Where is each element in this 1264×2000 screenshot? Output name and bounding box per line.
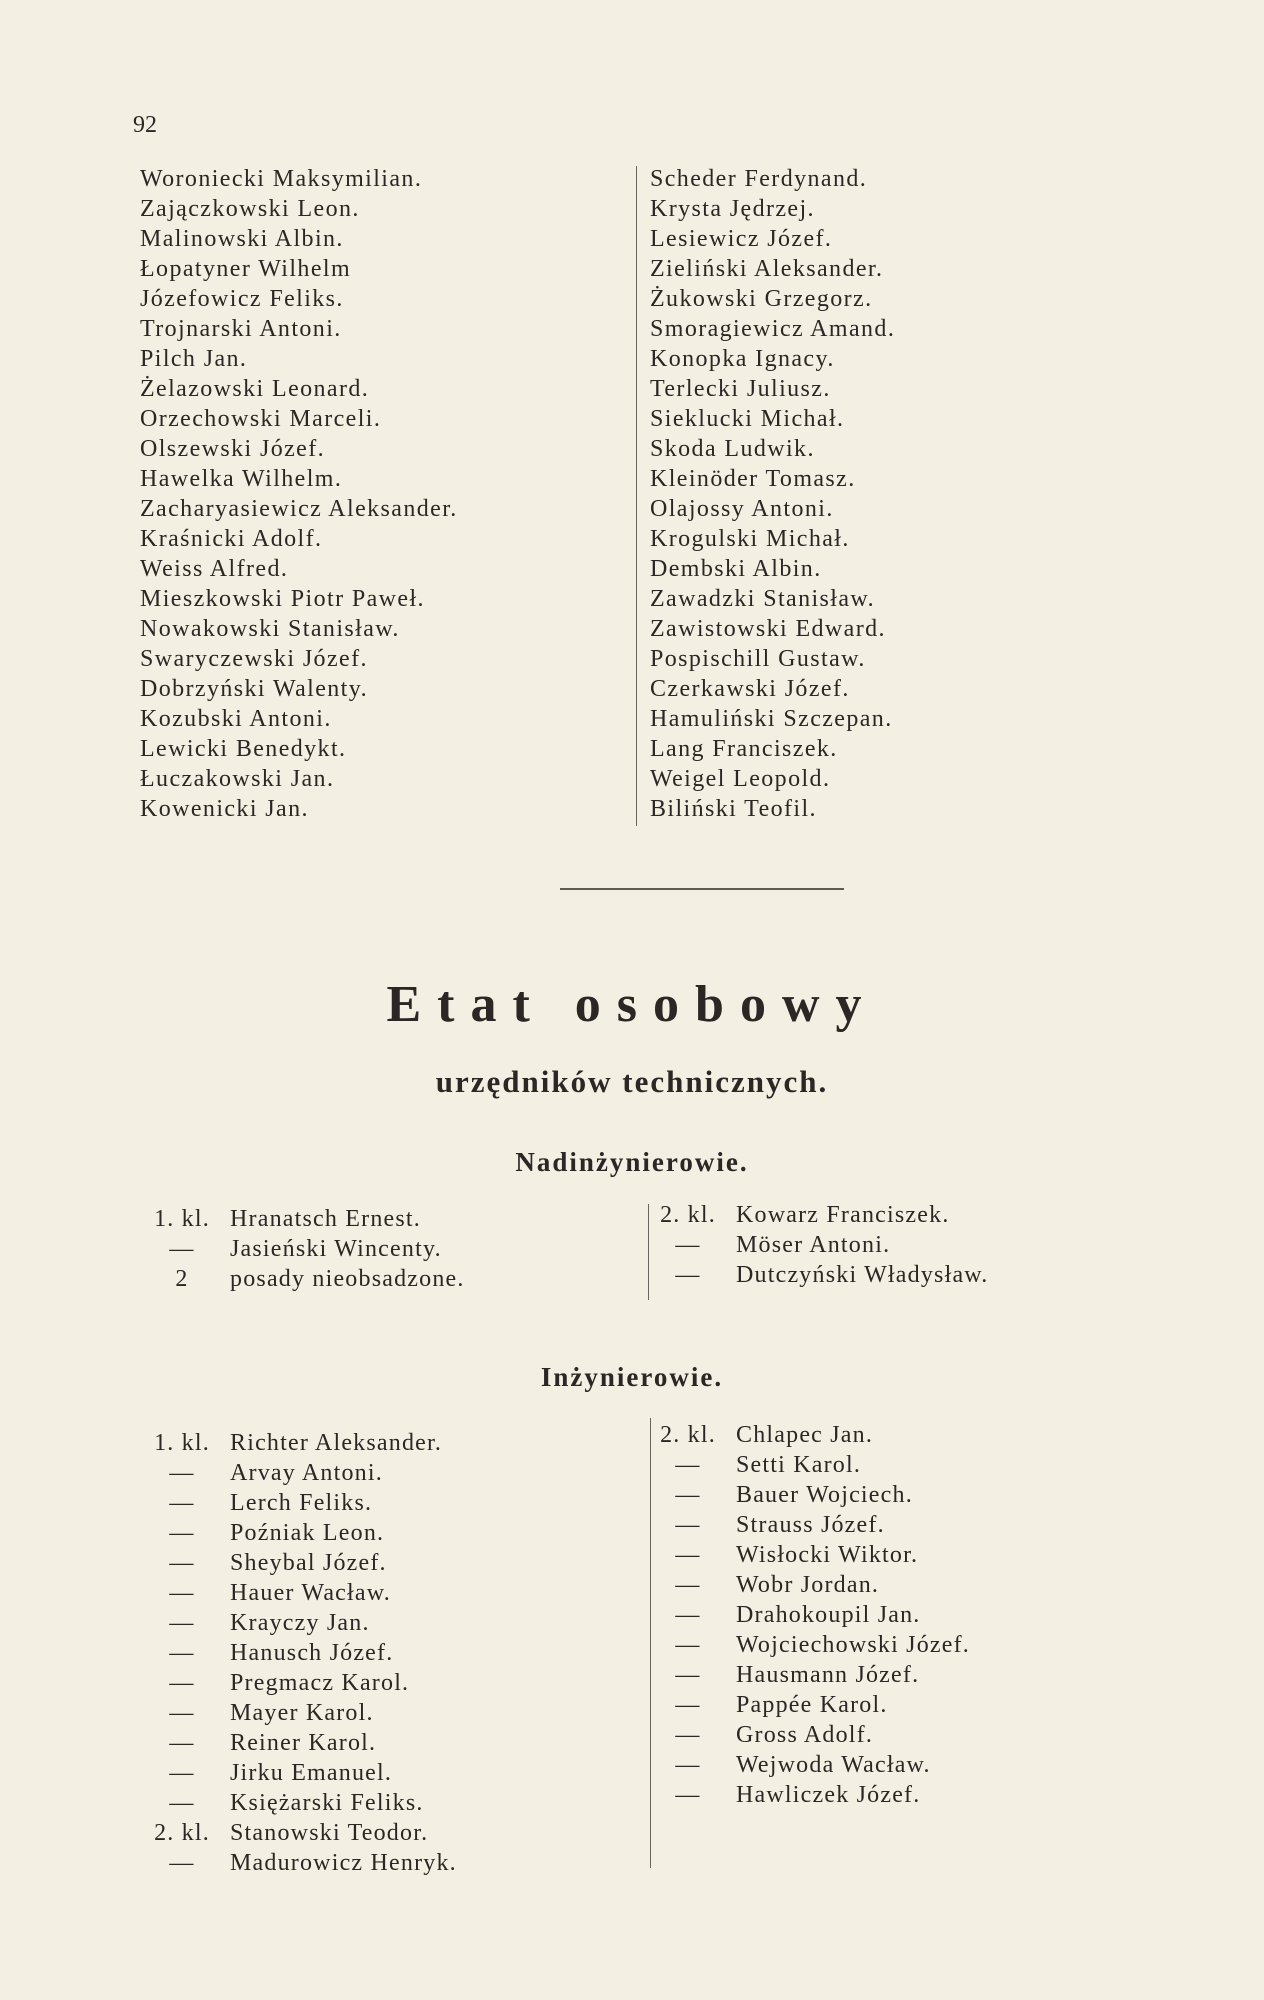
section-1-right-list [648, 1200, 1128, 1290]
person-name: Wisłocki Wiktor. [736, 1542, 919, 1568]
class-label: — [675, 1662, 701, 1688]
class-label: 2 [175, 1266, 189, 1292]
person-name: Hanusch Józef. [230, 1640, 394, 1666]
person-name: Hawliczek Józef. [736, 1782, 921, 1808]
list-item [142, 1698, 622, 1728]
class-label: — [675, 1722, 701, 1748]
list-item [142, 1788, 622, 1818]
class-label: — [675, 1632, 701, 1658]
class-label: — [169, 1550, 195, 1576]
class-label: — [169, 1520, 195, 1546]
person-name: Setti Karol. [736, 1452, 862, 1478]
list-item: Smoragiewicz Amand. [650, 316, 896, 342]
section-1-left-list [142, 1204, 622, 1294]
person-name: Pappée Karol. [736, 1692, 888, 1718]
list-item: Łuczakowski Jan. [140, 766, 335, 792]
class-label: — [169, 1790, 195, 1816]
class-label: — [169, 1610, 195, 1636]
person-name: Pregmacz Karol. [230, 1670, 410, 1696]
person-name: Möser Antoni. [736, 1232, 891, 1258]
person-name: Gross Adolf. [736, 1722, 874, 1748]
list-item [142, 1638, 622, 1668]
list-item [142, 1518, 622, 1548]
list-item [142, 1848, 622, 1878]
class-label: 2. kl. [660, 1422, 716, 1448]
person-name: Madurowicz Henryk. [230, 1850, 457, 1876]
class-label: — [675, 1602, 701, 1628]
list-item: Konopka Ignacy. [650, 346, 835, 372]
list-item [648, 1480, 1128, 1510]
list-item [648, 1420, 1128, 1450]
person-name: Krayczy Jan. [230, 1610, 370, 1636]
list-item: Kowenicki Jan. [140, 796, 309, 822]
list-item: Nowakowski Stanisław. [140, 616, 400, 642]
person-name: Wejwoda Wacław. [736, 1752, 931, 1778]
person-name: Wojciechowski Józef. [736, 1632, 970, 1658]
list-item [648, 1510, 1128, 1540]
list-item [648, 1450, 1128, 1480]
list-item [648, 1600, 1128, 1630]
class-label: — [675, 1782, 701, 1808]
list-item: Terlecki Juliusz. [650, 376, 831, 402]
list-item [142, 1234, 622, 1264]
list-item: Zieliński Aleksander. [650, 256, 884, 282]
person-name: Wobr Jordan. [736, 1572, 880, 1598]
list-item [648, 1660, 1128, 1690]
list-item [648, 1570, 1128, 1600]
class-label: — [169, 1460, 195, 1486]
list-item [648, 1690, 1128, 1720]
list-item: Weigel Leopold. [650, 766, 831, 792]
person-name: Richter Aleksander. [230, 1430, 443, 1456]
person-name: Stanowski Teodor. [230, 1820, 429, 1846]
list-item: Pilch Jan. [140, 346, 248, 372]
list-item [648, 1230, 1128, 1260]
list-item [142, 1728, 622, 1758]
list-item [142, 1818, 622, 1848]
class-label: — [675, 1572, 701, 1598]
list-item: Olajossy Antoni. [650, 496, 834, 522]
class-label: — [169, 1700, 195, 1726]
list-item: Sieklucki Michał. [650, 406, 845, 432]
names-column-right [650, 164, 1100, 824]
person-name: Arvay Antoni. [230, 1460, 383, 1486]
list-item [648, 1720, 1128, 1750]
class-label: — [169, 1850, 195, 1876]
section-separator [560, 888, 844, 890]
class-label: — [675, 1542, 701, 1568]
list-item [142, 1488, 622, 1518]
person-name: Mayer Karol. [230, 1700, 374, 1726]
list-item: Mieszkowski Piotr Paweł. [140, 586, 425, 612]
list-item: Swaryczewski Józef. [140, 646, 368, 672]
list-item: Lang Franciszek. [650, 736, 838, 762]
list-item [648, 1780, 1128, 1810]
person-name: posady nieobsadzone. [230, 1266, 465, 1292]
list-item: Lesiewicz Józef. [650, 226, 833, 252]
list-item: Dobrzyński Walenty. [140, 676, 368, 702]
class-label: — [169, 1490, 195, 1516]
list-item: Józefowicz Feliks. [140, 286, 344, 312]
names-column-left [140, 164, 610, 824]
class-label: — [675, 1482, 701, 1508]
list-item: Zawistowski Edward. [650, 616, 886, 642]
list-item [648, 1630, 1128, 1660]
list-item: Kozubski Antoni. [140, 706, 332, 732]
class-label: — [169, 1580, 195, 1606]
class-label: — [169, 1640, 195, 1666]
list-item [648, 1750, 1128, 1780]
heading-subtitle: urzędników technicznych. [435, 1064, 829, 1099]
person-name: Hauer Wacław. [230, 1580, 391, 1606]
person-name: Lerch Feliks. [230, 1490, 373, 1516]
list-item: Dembski Albin. [650, 556, 822, 582]
class-label: 2. kl. [154, 1820, 210, 1846]
list-item [142, 1548, 622, 1578]
class-label: 1. kl. [154, 1206, 210, 1232]
class-label: — [169, 1236, 195, 1262]
list-item [648, 1200, 1128, 1230]
list-item: Kleinöder Tomasz. [650, 466, 856, 492]
list-item: Scheder Ferdynand. [650, 166, 868, 192]
list-item: Kraśnicki Adolf. [140, 526, 323, 552]
list-item: Hawelka Wilhelm. [140, 466, 343, 492]
person-name: Hausmann Józef. [736, 1662, 920, 1688]
person-name: Księżarski Feliks. [230, 1790, 424, 1816]
person-name: Jasieński Wincenty. [230, 1236, 442, 1262]
list-item: Trojnarski Antoni. [140, 316, 342, 342]
person-name: Chlapec Jan. [736, 1422, 874, 1448]
class-label: — [169, 1760, 195, 1786]
class-label: — [675, 1512, 701, 1538]
person-name: Drahokoupil Jan. [736, 1602, 921, 1628]
list-item [142, 1668, 622, 1698]
list-item: Krysta Jędrzej. [650, 196, 815, 222]
section-title-inzynierowie: Inżynierowie. [540, 1362, 724, 1392]
class-label: 2. kl. [660, 1202, 716, 1228]
person-name: Strauss Józef. [736, 1512, 885, 1538]
list-item [142, 1578, 622, 1608]
list-item: Zawadzki Stanisław. [650, 586, 875, 612]
page-number: 92 [133, 112, 157, 138]
class-label: — [675, 1262, 701, 1288]
class-label: — [169, 1730, 195, 1756]
list-item [142, 1758, 622, 1788]
list-item [142, 1428, 622, 1458]
list-item: Olszewski Józef. [140, 436, 326, 462]
class-label: — [675, 1232, 701, 1258]
list-item: Czerkawski Józef. [650, 676, 850, 702]
class-label: — [675, 1752, 701, 1778]
list-item: Hamuliński Szczepan. [650, 706, 893, 732]
heading-title: Etat osobowy [386, 976, 878, 1033]
person-name: Jirku Emanuel. [230, 1760, 393, 1786]
list-item: Weiss Alfred. [140, 556, 289, 582]
person-name: Bauer Wojciech. [736, 1482, 913, 1508]
class-label: 1. kl. [154, 1430, 210, 1456]
person-name: Kowarz Franciszek. [736, 1202, 950, 1228]
list-item: Biliński Teofil. [650, 796, 817, 822]
person-name: Hranatsch Ernest. [230, 1206, 422, 1232]
section-2-right-list [648, 1420, 1128, 1810]
person-name: Sheybal Józef. [230, 1550, 387, 1576]
column-divider [636, 166, 637, 826]
list-item: Żukowski Grzegorz. [650, 286, 873, 312]
list-item [142, 1264, 622, 1294]
list-item: Skoda Ludwik. [650, 436, 815, 462]
section-title-nadinzynierowie: Nadinżynierowie. [515, 1147, 749, 1177]
class-label: — [169, 1670, 195, 1696]
list-item [648, 1540, 1128, 1570]
list-item: Lewicki Benedykt. [140, 736, 347, 762]
list-item [142, 1608, 622, 1638]
list-item [142, 1204, 622, 1234]
list-item: Orzechowski Marceli. [140, 406, 382, 432]
person-name: Poźniak Leon. [230, 1520, 385, 1546]
class-label: — [675, 1452, 701, 1478]
list-item: Pospischill Gustaw. [650, 646, 866, 672]
list-item: Łopatyner Wilhelm [140, 256, 352, 282]
list-item: Zajączkowski Leon. [140, 196, 360, 222]
list-item [142, 1458, 622, 1488]
list-item [648, 1260, 1128, 1290]
list-item: Żelazowski Leonard. [140, 376, 370, 402]
person-name: Dutczyński Władysław. [736, 1262, 989, 1288]
list-item: Krogulski Michał. [650, 526, 850, 552]
list-item: Malinowski Albin. [140, 226, 344, 252]
list-item: Woroniecki Maksymilian. [140, 166, 423, 192]
section-2-left-list [142, 1428, 622, 1878]
class-label: — [675, 1692, 701, 1718]
person-name: Reiner Karol. [230, 1730, 377, 1756]
list-item: Zacharyasiewicz Aleksander. [140, 496, 458, 522]
